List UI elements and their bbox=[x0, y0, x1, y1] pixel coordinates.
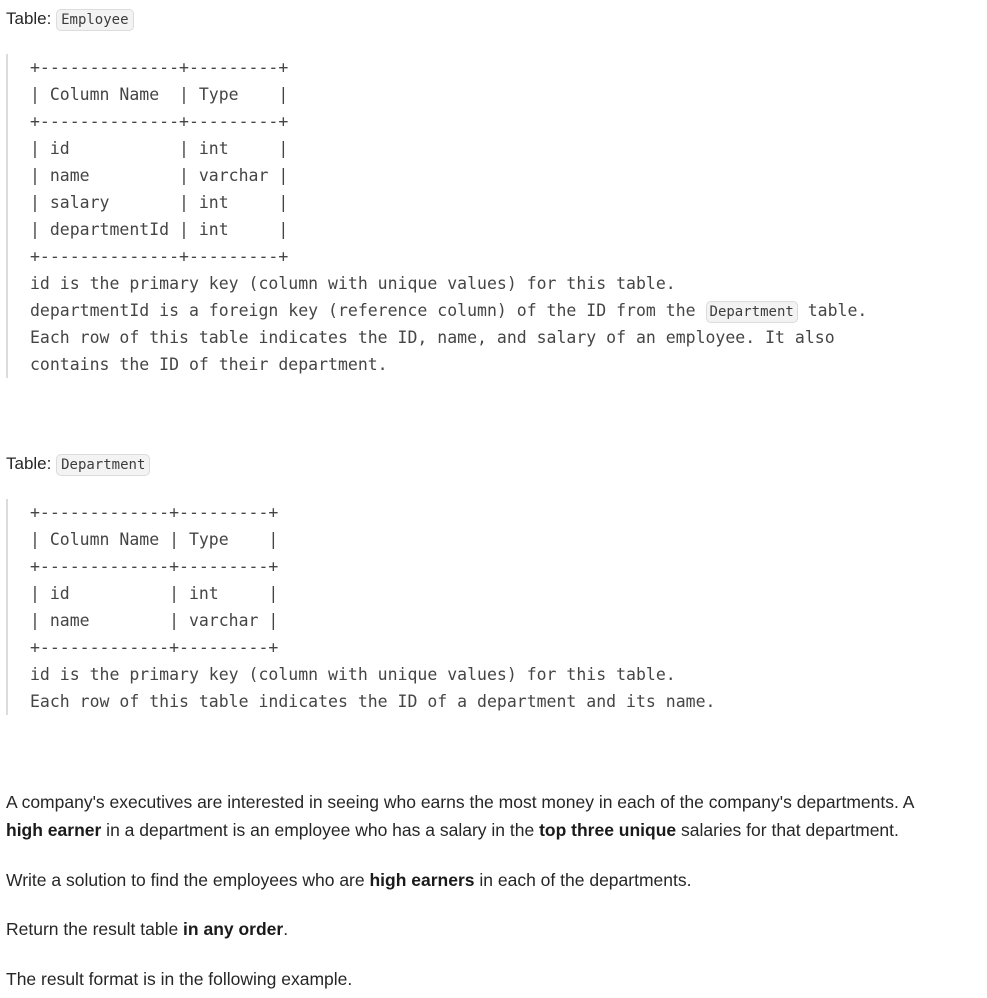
table-label: Table: bbox=[6, 454, 57, 473]
schema-row: | Column Name | Type | bbox=[30, 85, 289, 104]
employee-table-name: Employee bbox=[56, 9, 133, 31]
department-schema-block bbox=[6, 499, 985, 715]
schema-note: departmentId is a foreign key (reference column) of the ID from the Department table. bbox=[30, 297, 985, 324]
schema-row: +-------------+---------+ bbox=[30, 638, 279, 657]
schema-row: +-------------+---------+ bbox=[30, 557, 279, 576]
description-paragraph-2: Write a solution to find the employees who are high earners in each of the departments. bbox=[6, 870, 692, 890]
schema-row: +--------------+---------+ bbox=[30, 112, 289, 131]
schema-row: | id | int | bbox=[30, 139, 289, 158]
schema-note: Each row of this table indicates the ID, name, and salary of an employee. It also bbox=[30, 328, 835, 347]
schema-row: | departmentId | int | bbox=[30, 220, 289, 239]
schema-row: +-------------+---------+ bbox=[30, 503, 279, 522]
description-paragraph-3: Return the result table in any order. bbox=[6, 919, 289, 939]
schema-row: +--------------+---------+ bbox=[30, 58, 289, 77]
schema-row: | id | int | bbox=[30, 584, 279, 603]
description-paragraph-1: A company's executives are interested in seeing who earns the most money in each of the company's departments. A high earner in a department is an employee who has a salary in the top three unique salaries for that department. bbox=[6, 792, 915, 840]
table-label: Table: bbox=[6, 9, 57, 28]
department-inline-code: Department bbox=[706, 301, 798, 323]
employee-schema-block bbox=[6, 54, 985, 378]
schema-row: +--------------+---------+ bbox=[30, 247, 289, 266]
high-earner-term: high earner bbox=[6, 820, 102, 840]
schema-row: | salary | int | bbox=[30, 193, 289, 212]
employee-table-heading bbox=[6, 7, 134, 32]
schema-note: contains the ID of their department. bbox=[30, 355, 388, 374]
schema-note: Each row of this table indicates the ID of a department and its name. bbox=[30, 692, 716, 711]
top-three-unique-term: top three unique bbox=[539, 820, 677, 840]
schema-row: | name | varchar | bbox=[30, 611, 279, 630]
department-table-name: Department bbox=[56, 454, 150, 476]
description-paragraph-4: The result format is in the following example. bbox=[6, 969, 353, 989]
department-table-heading bbox=[6, 452, 150, 477]
schema-note: id is the primary key (column with unique values) for this table. bbox=[30, 274, 676, 293]
schema-row: | Column Name | Type | bbox=[30, 530, 279, 549]
schema-row: | name | varchar | bbox=[30, 166, 289, 185]
schema-note: id is the primary key (column with unique values) for this table. bbox=[30, 665, 676, 684]
